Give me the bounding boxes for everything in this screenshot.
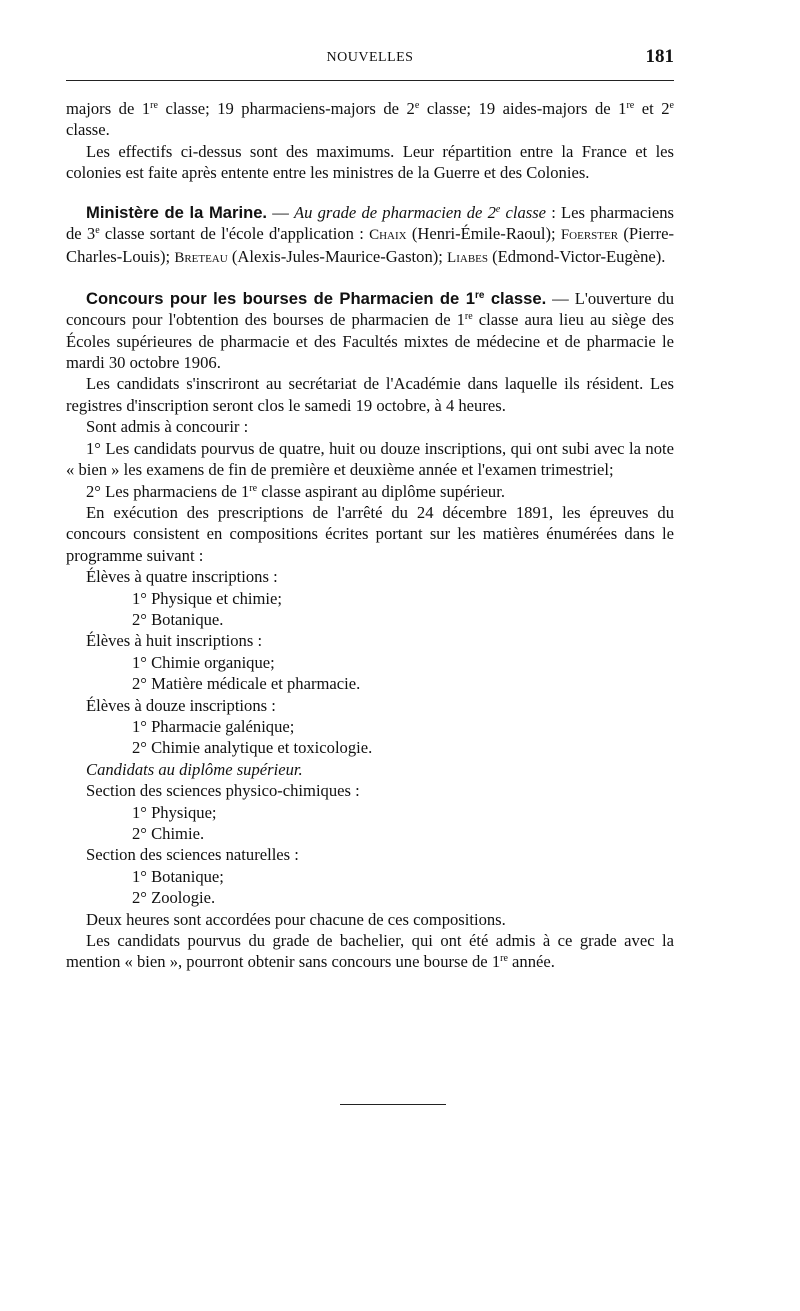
superscript: e (495, 203, 501, 215)
section-heading-marine: Ministère de la Marine. (86, 202, 268, 222)
text: Les candidats pourvus du grade de bachelier, qui ont été admis à ce grade avec la mention « bien », pourront obtenir sans concours une bourse de 1 (66, 931, 674, 972)
superscript: re (626, 100, 635, 111)
text: classe. (66, 120, 110, 140)
paragraph-candidats: Les candidats s'inscriront au secrétariat de l'Académie dans laquelle ils résident. Les registres d'inscription seront clos le samedi 19 octobre, à 4 heures. (66, 374, 674, 415)
superscript: re (150, 100, 158, 111)
program-subheading (66, 759, 674, 780)
running-title: NOUVELLES (326, 50, 414, 65)
text: classe aspirant au diplôme supérieur. (257, 481, 505, 501)
text: — L'ouverture du concours pour l'obtention des bourses de pharmacien de 1 (66, 288, 674, 330)
program-item: 1° Chimie organique; (132, 652, 275, 672)
text: classe aura lieu au siège des Écoles supérieures de pharmacie et des Facultés mixtes de médecine et de pharmacie le mardi 30 octobre 1906. (66, 310, 674, 373)
text: classe. (484, 288, 547, 308)
paragraph-majors (66, 98, 674, 141)
list-item: 1° Les candidats pourvus de quatre, huit ou douze inscriptions, qui ont subi avec la note « bien » les examens de fin de première et deuxième année et l'examen trimestriel; (66, 438, 674, 480)
paragraph-marine (66, 202, 674, 270)
page-number: 181 (645, 46, 674, 67)
person-name: Foerster (560, 227, 619, 244)
program-item: 1° Physique; (132, 802, 217, 822)
paragraph-admis: Sont admis à concourir : (86, 417, 249, 437)
text: (Alexis-Jules-Maurice-Gaston); (227, 247, 448, 267)
text: classe; 19 pharmaciens-majors de 2 (157, 99, 415, 118)
person-name: Breteau (174, 250, 228, 267)
text: — (267, 202, 294, 222)
superscript: e (95, 225, 100, 237)
text: année. (507, 952, 555, 972)
program-item: 1° Physique et chimie; (132, 588, 282, 608)
program-group-title: Section des sciences naturelles : (86, 845, 299, 865)
superscript: re (500, 953, 508, 965)
program-item: 2° Matière médicale et pharmacie. (132, 674, 361, 694)
running-header (66, 46, 674, 70)
person-name: Chaix (369, 227, 407, 244)
superscript: re (249, 482, 258, 494)
text: 2° Les pharmaciens de 1 (86, 481, 250, 501)
paragraph-deux-heures: Deux heures sont accordées pour chacune de ces compositions. (86, 909, 506, 929)
paragraph-bachelier (66, 930, 674, 973)
program-item: 2° Chimie. (132, 824, 205, 843)
paragraph-execution: En exécution des prescriptions de l'arrêté du 24 décembre 1891, les épreuves du concours consistent en compositions écrites portant sur les matières énumérées dans le programme suivant : (66, 502, 674, 565)
text: classe (500, 202, 547, 222)
text: : Les pharmaciens de 3 (66, 202, 674, 244)
program-item: 1° Pharmacie galénique; (132, 716, 295, 736)
text: (Pierre-Charles-Louis); (66, 224, 675, 267)
paragraph-concours (66, 288, 674, 374)
article-body (66, 98, 674, 973)
text: majors de 1 (66, 99, 151, 118)
program-group-title: Élèves à huit inscriptions : (86, 631, 263, 651)
text: classe; 19 aides-majors de 1 (419, 99, 627, 118)
text: classe sortant de l'école d'application : (99, 224, 370, 244)
program-item: 2° Chimie analytique et toxicologie. (132, 738, 373, 758)
italic-text: Candidats au diplôme supérieur. (86, 759, 303, 779)
program-item: 1° Botanique; (132, 866, 224, 886)
program-group-title: Section des sciences physico-chimiques : (86, 781, 360, 801)
superscript: re (474, 289, 485, 301)
superscript: e (414, 100, 420, 111)
program-group-title: Élèves à douze inscriptions : (86, 695, 276, 715)
program-item: 2° Zoologie. (132, 888, 216, 908)
program-group-title: Élèves à quatre inscriptions : (86, 567, 278, 587)
end-rule (340, 1104, 446, 1105)
paragraph-effectifs: Les effectifs ci-dessus sont des maximums. Leur répartition entre la France et les colonies est faite après entente entre les ministres de la Guerre et des Colonies. (66, 141, 674, 183)
section-heading-concours (86, 289, 546, 308)
text: (Henri-Émile-Raoul); (406, 224, 561, 244)
superscript: re (464, 311, 473, 323)
text: (Edmond-Victor-Eugène). (488, 247, 666, 267)
list-item (66, 481, 674, 502)
superscript: e (669, 100, 674, 111)
program-item: 2° Botanique. (132, 609, 224, 629)
person-name: Liabes (447, 250, 488, 267)
italic-text (294, 203, 546, 222)
text: et 2 (634, 99, 670, 118)
header-rule (66, 80, 674, 81)
text: Au grade de pharmacien de 2 (293, 202, 496, 222)
text: Concours pour les bourses de Pharmacien de 1 (86, 288, 475, 308)
